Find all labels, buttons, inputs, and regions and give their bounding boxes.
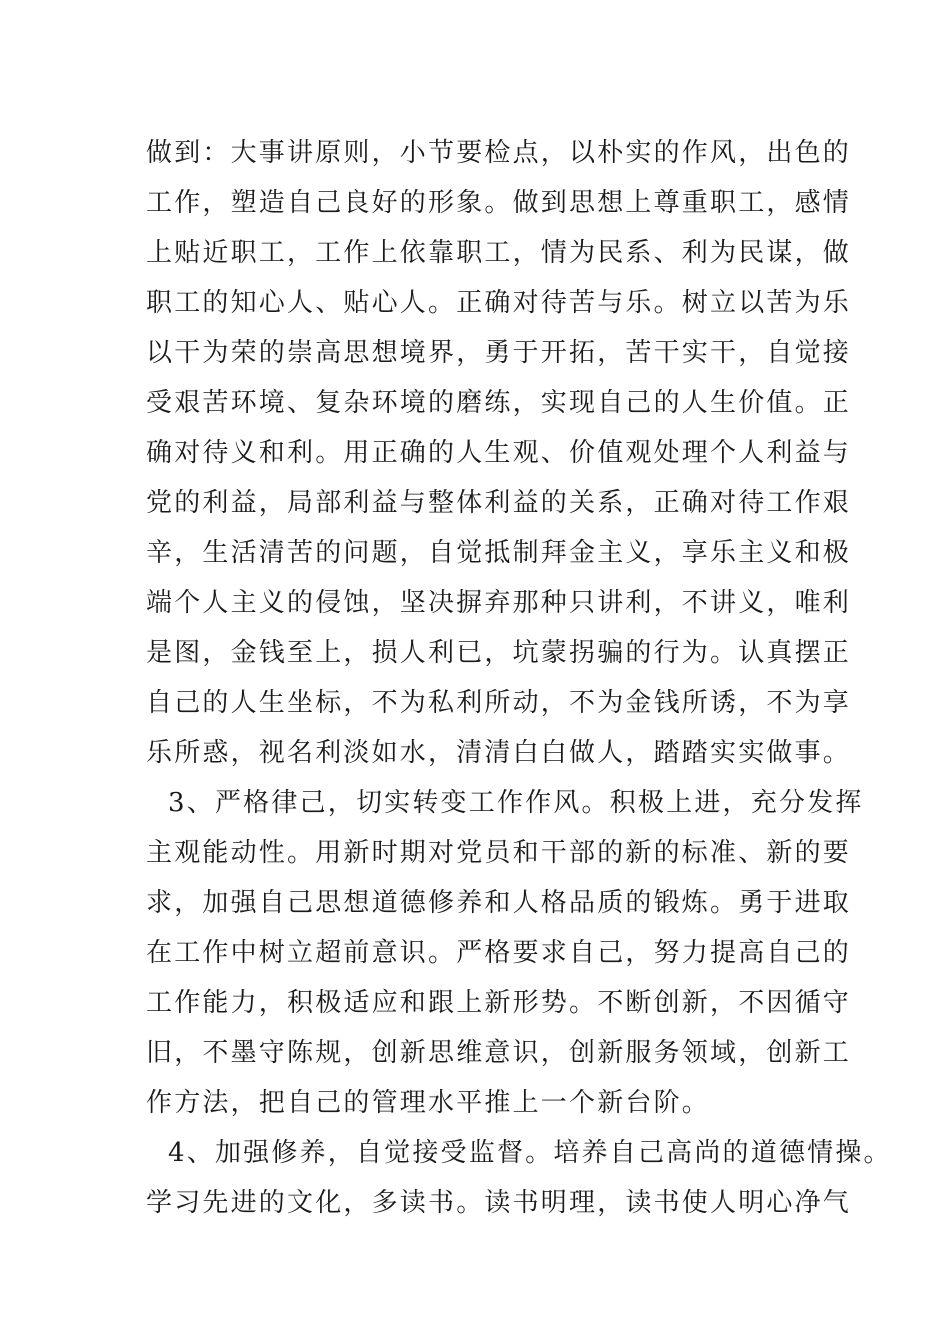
paragraph-4-first-line: 4、加强修养，自觉接受监督。培养自己高尚的道德情操。: [168, 1138, 892, 1168]
text-line: 工作，塑造自己良好的形象。做到思想上尊重职工，感情: [146, 188, 852, 218]
text-line: 作方法，把自己的管理水平推上一个新台阶。: [146, 1088, 711, 1118]
text-line: 端个人主义的侵蚀，坚决摒弃那种只讲利，不讲义，唯利: [146, 588, 852, 618]
text-line: 受艰苦环境、复杂环境的磨练，实现自己的人生价值。正: [146, 388, 852, 418]
text-line: 做到：大事讲原则，小节要检点，以朴实的作风，出色的: [146, 138, 852, 168]
paragraph-3-first-line: 3、严格律己，切实转变工作作风。积极上进，充分发挥: [168, 788, 864, 818]
text-line: 旧，不墨守陈规，创新思维意识，创新服务领域，创新工: [146, 1038, 852, 1068]
text-line: 以干为荣的崇高思想境界，勇于开拓，苦干实干，自觉接: [146, 338, 852, 368]
text-line: 在工作中树立超前意识。严格要求自己，努力提高自己的: [146, 938, 852, 968]
text-line: 主观能动性。用新时期对党员和干部的新的标准、新的要: [146, 838, 852, 868]
text-line: 学习先进的文化，多读书。读书明理，读书使人明心净气: [146, 1188, 852, 1218]
text-line: 自己的人生坐标，不为私利所动，不为金钱所诱，不为享: [146, 688, 852, 718]
text-line: 求，加强自己思想道德修养和人格品质的锻炼。勇于进取: [146, 888, 852, 918]
text-line: 乐所惑，视名利淡如水，清清白白做人，踏踏实实做事。: [146, 738, 852, 768]
document-body: [146, 128, 892, 1228]
text-line: 职工的知心人、贴心人。正确对待苦与乐。树立以苦为乐: [146, 288, 852, 318]
text-line: 党的利益，局部利益与整体利益的关系，正确对待工作艰: [146, 488, 852, 518]
text-line: 是图，金钱至上，损人利已，坑蒙拐骗的行为。认真摆正: [146, 638, 852, 668]
text-line: 上贴近职工，工作上依靠职工，情为民系、利为民谋，做: [146, 238, 852, 268]
text-line: 工作能力，积极适应和跟上新形势。不断创新，不因循守: [146, 988, 852, 1018]
text-line: 确对待义和利。用正确的人生观、价值观处理个人利益与: [146, 438, 852, 468]
text-line: 辛，生活清苦的问题，自觉抵制拜金主义，享乐主义和极: [146, 538, 852, 568]
